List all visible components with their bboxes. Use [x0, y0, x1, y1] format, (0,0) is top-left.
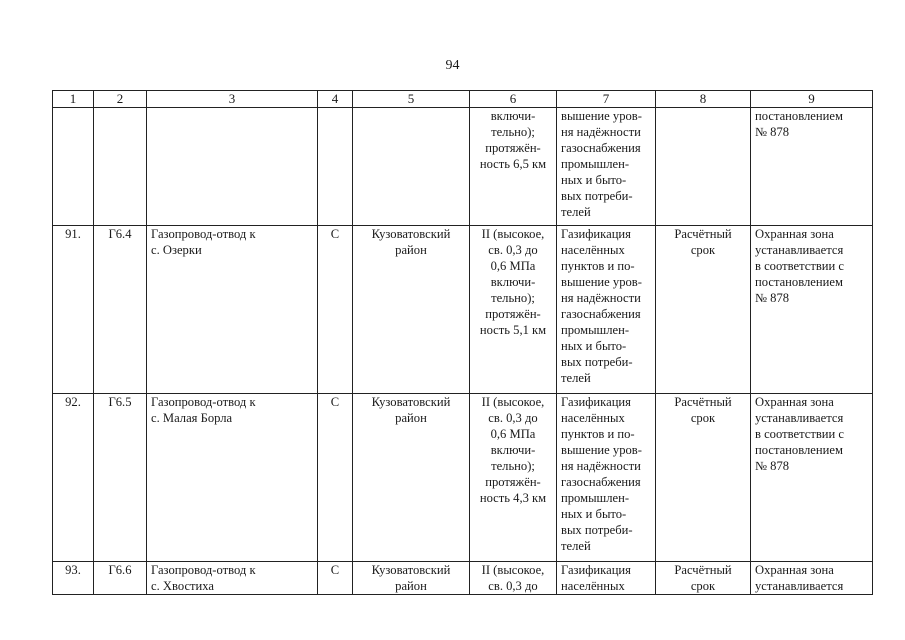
purpose: Газификация населённых пунктов и по- вышение уров- ня надёжности газоснабжения промышлен- ных и быто- вых потреби- телей	[557, 226, 656, 394]
table-row	[53, 108, 873, 226]
object-code: Г6.6	[94, 562, 147, 595]
row-number: 92.	[53, 394, 94, 562]
term: Расчётный срок	[656, 562, 751, 595]
object-type: С	[318, 394, 353, 562]
header-cell: 8	[656, 91, 751, 108]
table-row	[53, 562, 873, 595]
object-name: Газопровод-отвод к с. Озерки	[147, 226, 318, 394]
header-cell: 6	[470, 91, 557, 108]
object-type: С	[318, 562, 353, 595]
parameters: II (высокое, св. 0,3 до 0,6 МПа включи- тельно); протяжён- ность 5,1 км	[470, 226, 557, 394]
page-number: 94	[445, 58, 460, 73]
term: Расчётный срок	[656, 394, 751, 562]
purpose: вышение уров- ня надёжности газоснабжения промышлен- ных и быто- вых потреби- телей	[557, 108, 656, 226]
object-type	[318, 108, 353, 226]
protection-zone: Охранная зона устанавливается в соответствии с постановлением № 878	[751, 226, 873, 394]
header-row	[53, 91, 873, 108]
parameters: включи- тельно); протяжён- ность 6,5 км	[470, 108, 557, 226]
row-number	[53, 108, 94, 226]
object-type: С	[318, 226, 353, 394]
table-row	[53, 226, 873, 394]
row-number: 91.	[53, 226, 94, 394]
object-code: Г6.4	[94, 226, 147, 394]
district: Кузоватовский район	[353, 562, 470, 595]
term: Расчётный срок	[656, 226, 751, 394]
object-code: Г6.5	[94, 394, 147, 562]
protection-zone: Охранная зона устанавливается в соответствии с постановлением № 878	[751, 394, 873, 562]
header-cell: 9	[751, 91, 873, 108]
term	[656, 108, 751, 226]
district: Кузоватовский район	[353, 226, 470, 394]
row-number: 93.	[53, 562, 94, 595]
object-name: Газопровод-отвод к с. Малая Борла	[147, 394, 318, 562]
purpose: Газификация населённых пунктов и по- вышение уров- ня надёжности газоснабжения промышлен- ных и быто- вых потреби- телей	[557, 394, 656, 562]
object-name: Газопровод-отвод к с. Хвостиха	[147, 562, 318, 595]
protection-zone: Охранная зона устанавливается	[751, 562, 873, 595]
district: Кузоватовский район	[353, 394, 470, 562]
district	[353, 108, 470, 226]
header-cell: 7	[557, 91, 656, 108]
header-cell: 4	[318, 91, 353, 108]
table-row	[53, 394, 873, 562]
parameters: II (высокое, св. 0,3 до 0,6 МПа включи- тельно); протяжён- ность 4,3 км	[470, 394, 557, 562]
object-code	[94, 108, 147, 226]
header-cell: 5	[353, 91, 470, 108]
header-cell: 3	[147, 91, 318, 108]
parameters: II (высокое, св. 0,3 до	[470, 562, 557, 595]
protection-zone: постановлением № 878	[751, 108, 873, 226]
object-table	[52, 90, 873, 595]
header-cell: 1	[53, 91, 94, 108]
purpose: Газификация населённых	[557, 562, 656, 595]
object-name	[147, 108, 318, 226]
header-cell: 2	[94, 91, 147, 108]
